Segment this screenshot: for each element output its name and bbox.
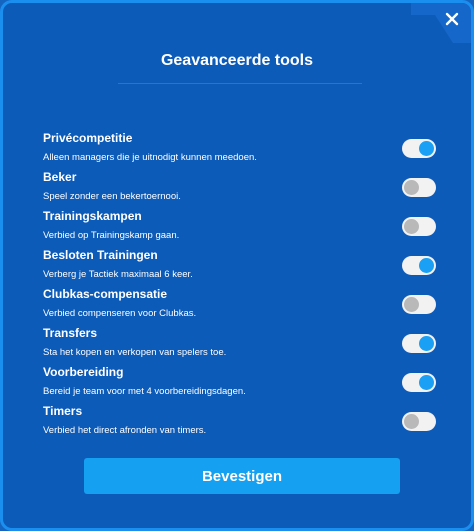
toggle-knob: [404, 219, 419, 234]
confirm-button[interactable]: Bevestigen: [84, 458, 400, 494]
toggle-voorbereiding[interactable]: [402, 373, 436, 392]
setting-title: Clubkas-compensatie: [43, 287, 168, 301]
toggle-knob: [419, 141, 434, 156]
toggle-knob: [419, 336, 434, 351]
setting-row-besloten-trainingen: [43, 248, 438, 287]
toggle-timers[interactable]: [402, 412, 436, 431]
setting-title: Voorbereiding: [43, 365, 124, 379]
setting-description: Sta het kopen en verkopen van spelers toe.: [43, 347, 227, 358]
toggle-knob: [419, 258, 434, 273]
setting-row-beker: [43, 170, 438, 209]
close-button[interactable]: [440, 7, 464, 31]
toggle-beker[interactable]: [402, 178, 436, 197]
setting-description: Alleen managers die je uitnodigt kunnen meedoen.: [43, 152, 257, 163]
close-icon: [445, 12, 459, 26]
toggle-privecompetitie[interactable]: [402, 139, 436, 158]
toggle-clubkas-compensatie[interactable]: [402, 295, 436, 314]
setting-row-voorbereiding: [43, 365, 438, 404]
toggle-knob: [419, 375, 434, 390]
dialog-title: Geavanceerde tools: [160, 52, 314, 69]
setting-title: Privécompetitie: [43, 131, 133, 145]
setting-row-clubkas-compensatie: [43, 287, 438, 326]
settings-list: [43, 131, 438, 443]
setting-title: Beker: [43, 170, 77, 184]
setting-row-privecompetitie: [43, 131, 438, 170]
toggle-besloten-trainingen[interactable]: [402, 256, 436, 275]
toggle-knob: [404, 297, 419, 312]
toggle-transfers[interactable]: [402, 334, 436, 353]
setting-description: Speel zonder een bekertoernooi.: [43, 191, 181, 202]
setting-description: Verbied op Trainingskamp gaan.: [43, 230, 180, 241]
setting-description: Verbied het direct afronden van timers.: [43, 425, 207, 436]
setting-row-timers: [43, 404, 438, 443]
toggle-knob: [404, 414, 419, 429]
setting-title: Timers: [43, 404, 83, 418]
setting-row-transfers: [43, 326, 438, 365]
setting-description: Verberg je Tactiek maximaal 6 keer.: [43, 269, 193, 280]
setting-title: Trainingskampen: [43, 209, 142, 223]
setting-title: Transfers: [43, 326, 98, 340]
setting-description: Bereid je team voor met 4 voorbereidingsdagen.: [43, 386, 246, 397]
title-divider: [118, 83, 362, 84]
toggle-knob: [404, 180, 419, 195]
toggle-trainingskampen[interactable]: [402, 217, 436, 236]
setting-title: Besloten Trainingen: [43, 248, 158, 262]
setting-description: Verbied compenseren voor Clubkas.: [43, 308, 197, 319]
setting-row-trainingskampen: [43, 209, 438, 248]
